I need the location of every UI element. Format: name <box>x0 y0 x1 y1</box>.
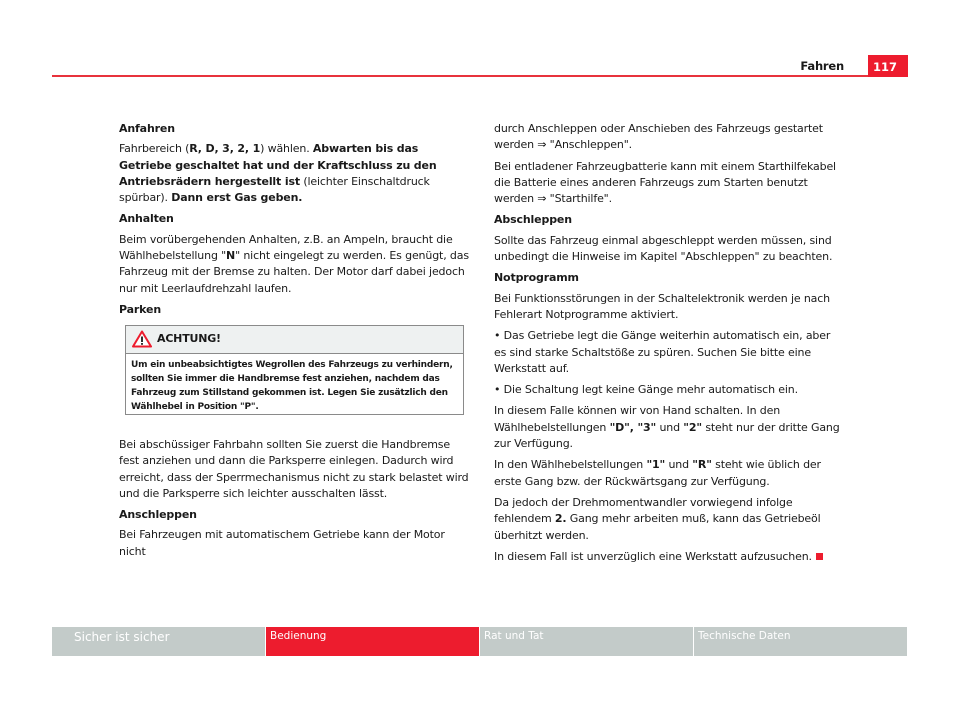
paragraph-manual-shift <box>494 403 844 452</box>
gear-n: N <box>226 249 236 263</box>
section-title: Fahren <box>800 59 844 73</box>
paragraph-anhalten <box>119 232 469 297</box>
gear-d: "D" <box>609 420 630 434</box>
paragraph-anschleppen-cont: durch Anschleppen oder Anschieben des Fahrzeugs gestartet werden ⇒ "Anschleppen". <box>494 122 823 152</box>
paragraph-anfahren <box>119 141 469 206</box>
left-column-lower <box>119 437 469 565</box>
tab-bedienung[interactable]: Bedienung <box>266 627 479 656</box>
warning-body: Um ein unbeabsichtigtes Wegrollen des Fahrzeugs zu verhindern, sollten Sie immer die Handbremse fest anziehen, nachdem das Fahrzeug zum Stillstand gekommen ist. Legen Sie zusätzlich den Wählhebel in Position "P". <box>131 360 453 412</box>
paragraph-notprogramm: Bei Funktionsstörungen in der Schaltelektronik werden je nach Fehlerart Notprogramme aktiviert. <box>494 291 830 321</box>
text: und <box>656 420 684 434</box>
tab-rat-und-tat[interactable]: Rat und Tat <box>480 627 693 656</box>
text: Beim vorübergehenden Anhalten, z.B. an Ampeln, braucht die Wählhebelstellung " <box>119 232 453 263</box>
warning-triangle-icon <box>132 330 152 348</box>
paragraph-starthilfe: Bei entladener Fahrzeugbatterie kann mit einem Starthilfekabel die Batterie eines anderen Fahrzeugs zum Starten benutzt werden ⇒ "Starthilfe". <box>494 159 836 206</box>
gear-2nd: 2. <box>554 512 567 526</box>
gear-range: R, D, 3, 2, 1 <box>189 142 261 156</box>
text: Da jedoch der Drehmomentwandler vorwiegend infolge fehlendem <box>494 495 793 526</box>
heading-anfahren: Anfahren <box>119 122 175 135</box>
heading-abschleppen: Abschleppen <box>494 213 572 227</box>
end-of-section-icon <box>816 553 823 560</box>
tab-sicher-ist-sicher[interactable]: Sicher ist sicher <box>52 627 265 656</box>
emphasis: Abwarten bis das Getriebe geschaltet hat und der Kraftschluss zu den Antriebsrädern hergestellt ist <box>119 142 437 188</box>
heading-parken: Parken <box>119 302 162 316</box>
text: Fahrbereich ( <box>119 142 190 156</box>
right-column <box>494 121 844 570</box>
bullet-item: • Das Getriebe legt die Gänge weiterhin automatisch ein, aber es sind starke Schaltstöße zu spüren. Suchen Sie bitte eine Werkstatt auf. <box>494 329 831 375</box>
heading-anschleppen: Anschleppen <box>119 508 197 522</box>
gear-3: "3" <box>637 420 657 434</box>
warning-title: ACHTUNG! <box>157 332 221 345</box>
text: In diesem Fall ist unverzüglich eine Werkstatt aufzusuchen. <box>494 549 812 563</box>
chapter-nav <box>52 627 908 656</box>
heading-notprogramm: Notprogramm <box>494 271 579 285</box>
paragraph-parken: Bei abschüssiger Fahrbahn sollten Sie zuerst die Handbremse fest anziehen und dann die Parksperre einlegen. Dadurch wird erreicht, dass der Sperrmechanismus nicht zu stark belastet wird und die Parksperre sich leichter ausschalten lässt. <box>119 438 469 500</box>
text: und <box>665 458 693 472</box>
paragraph-overheat <box>494 495 844 544</box>
page-number: 117 <box>868 55 908 77</box>
left-column <box>119 121 469 322</box>
text: ) wählen. <box>260 142 313 156</box>
paragraph-workshop <box>494 549 844 565</box>
gear-2: "2" <box>683 420 702 434</box>
separator: , <box>629 420 638 434</box>
heading-anhalten: Anhalten <box>119 212 174 226</box>
gear-1: "1" <box>646 458 666 472</box>
warning-box <box>125 325 464 415</box>
text: (leichter Einschaltdruck spürbar). <box>119 174 430 205</box>
gear-r: "R" <box>692 458 712 472</box>
text: In den Wählhebelstellungen <box>494 458 647 472</box>
warning-header <box>126 326 463 354</box>
text: Gang mehr arbeiten muß, kann das Getriebeöl überhitzt werden. <box>494 512 821 542</box>
tab-technische-daten[interactable]: Technische Daten <box>694 627 907 656</box>
bullet-item: • Die Schaltung legt keine Gänge mehr automatisch ein. <box>494 383 798 397</box>
paragraph-first-reverse <box>494 457 844 490</box>
text: " nicht eingelegt zu werden. Es genügt, das Fahrzeug mit der Bremse zu halten. Der Motor darf dabei jedoch nur mit Leerlaufdrehzahl laufen. <box>119 249 469 295</box>
paragraph-anschleppen: Bei Fahrzeugen mit automatischem Getriebe kann der Motor nicht <box>119 528 445 558</box>
text: In diesem Falle können wir von Hand schalten. In den Wählhebelstellungen <box>494 404 781 434</box>
emphasis: Dann erst Gas geben. <box>171 191 303 205</box>
paragraph-abschleppen: Sollte das Fahrzeug einmal abgeschleppt werden müssen, sind unbedingt die Hinweise im Kapitel "Abschleppen" zu beachten. <box>494 233 833 264</box>
header-rule <box>52 75 869 77</box>
text: steht nur der dritte Gang zur Verfügung. <box>494 420 840 451</box>
text: steht wie üblich der erste Gang bzw. der Rückwärtsgang zur Verfügung. <box>494 458 821 488</box>
